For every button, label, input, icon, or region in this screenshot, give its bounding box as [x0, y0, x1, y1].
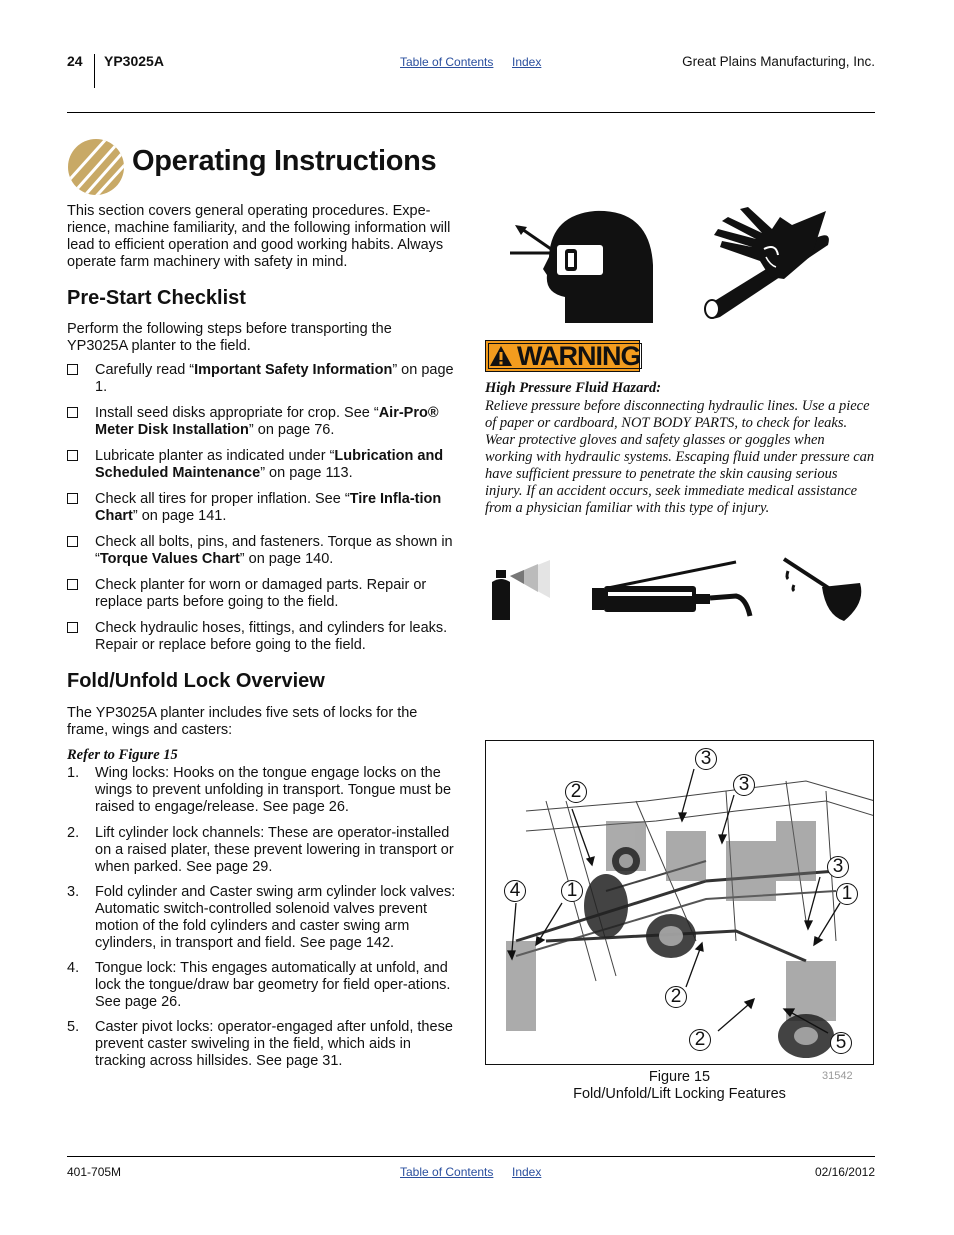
item-text: Tongue lock: This engages automatically at unfold, and lock the tongue/draw bar geometry for field oper-ations. See page 26.: [95, 960, 451, 1010]
item-text: Wing locks: Hooks on the tongue engage locks on the wings to prevent unfolding in transport. Tongue must be raised to engage/release. See page 26.: [95, 765, 452, 815]
fold-lock-item: [67, 960, 459, 1011]
footer-rule: [67, 1156, 875, 1157]
warning-title: High Pressure Fluid Hazard:: [485, 380, 662, 396]
item-number: 2.: [67, 825, 80, 841]
checklist-item: Check all bolts, pins, and fasteners. Torque as shown in “Torque Values Chart” on page 140.: [67, 534, 459, 568]
page-title: Operating Instructions: [132, 145, 437, 177]
figure-reference: Refer to Figure 15: [67, 747, 178, 763]
checkbox-icon: [67, 450, 78, 461]
fold-lead: The YP3025A planter includes five sets of locks for the frame, wings and casters:: [67, 705, 418, 738]
planter-illustration: [486, 741, 874, 1065]
checkbox-icon: [67, 579, 78, 590]
header-toc-link[interactable]: Table of Contents: [400, 55, 494, 69]
callout-4: 4: [504, 880, 526, 902]
item-text: Fold cylinder and Caster swing arm cylinder lock valves: Automatic switch-controlled solenoid valves prevent motion of the fold cylinders and caster swing arm cylinders, in transport and field. See page 142.: [95, 884, 456, 951]
spray-can-icon: [490, 558, 558, 622]
hydraulic-leak-hand-icon: [700, 205, 835, 323]
pre-start-lead: Perform the following steps before transporting the YP3025A planter to the field.: [67, 321, 392, 354]
checklist-item: Lubricate planter as indicated under “Lubrication and Scheduled Maintenance” on page 113.: [67, 448, 459, 482]
model-name: YP3025A: [104, 53, 164, 69]
doc-date: 02/16/2012: [814, 1165, 875, 1179]
callout-2: 2: [665, 986, 687, 1008]
figure-15: [485, 740, 874, 1065]
safety-glasses-head-icon: [505, 205, 655, 323]
checklist-item: Carefully read “Important Safety Information” on page 1.: [67, 362, 459, 396]
doc-number: 401-705M: [67, 1165, 122, 1179]
item-text: Lift cylinder lock channels: These are operator-installed on a raised plater, these prevent lowering in transport or when parked. See page 29.: [95, 825, 454, 875]
item-number: 3.: [67, 884, 80, 900]
page-number: 24: [67, 53, 83, 69]
checklist-item: Check all tires for proper inflation. See “Tire Infla-tion Chart” on page 141.: [67, 491, 459, 525]
item-number: 4.: [67, 960, 80, 976]
figure-caption-number: Figure 15: [648, 1069, 711, 1085]
checkbox-icon: [67, 536, 78, 547]
checkbox-icon: [67, 493, 78, 504]
item-text: Caster pivot locks: operator-engaged after unfold, these prevent caster swiveling in the field, which aids in tracking across hillsides. See page 31.: [95, 1019, 453, 1069]
warning-label: [485, 340, 640, 372]
callout-2: 2: [689, 1029, 711, 1051]
header-divider: [94, 54, 95, 88]
fold-lock-item: [67, 884, 459, 952]
callout-3: 3: [827, 856, 849, 878]
checkbox-icon: [67, 364, 78, 375]
checklist-item: Check hydraulic hoses, fittings, and cylinders for leaks. Repair or replace before going to the field.: [67, 620, 459, 654]
figure-id: 31542: [822, 1070, 853, 1082]
header-rule: [67, 112, 875, 113]
fold-lock-item: [67, 1019, 459, 1070]
callout-1: 1: [836, 883, 858, 905]
fold-heading: Fold/Unfold Lock Overview: [67, 670, 325, 692]
footer-index-link[interactable]: Index: [512, 1165, 542, 1179]
oil-can-icon: [782, 555, 864, 625]
company-name: Great Plains Manufacturing, Inc.: [682, 54, 875, 69]
header-index-link[interactable]: Index: [512, 55, 542, 69]
callout-3: 3: [695, 748, 717, 770]
section-logo-icon: [67, 138, 125, 196]
callout-3: 3: [733, 774, 755, 796]
checkbox-icon: [67, 407, 78, 418]
item-number: 1.: [67, 765, 80, 781]
warning-triangle-icon: [489, 345, 513, 367]
figure-caption-title: Fold/Unfold/Lift Locking Features: [573, 1086, 786, 1102]
fold-lock-item: [67, 765, 459, 816]
item-number: 5.: [67, 1019, 80, 1035]
callout-2: 2: [565, 781, 587, 803]
intro-paragraph: This section covers general operating procedures. Expe-rience, machine familiarity, and the following information will lead to efficient operation and good working habits. Always operate farm machinery with safety in mind.: [67, 203, 451, 270]
warning-word: WARNING: [517, 340, 641, 371]
warning-body: Relieve pressure before disconnecting hydraulic lines. Use a piece of paper or cardboard, NOT BODY PARTS, to check for leaks. Wear protective gloves and safety glasses or goggles when working with hydraulic systems. Escaping fluid under pressure can have sufficient pressure to penetrate the skin causing serious injury. If an accident occurs, seek immediate medical assistance from a physician familiar with this type of injury.: [485, 398, 875, 516]
checkbox-icon: [67, 622, 78, 633]
fold-lock-item: [67, 825, 459, 876]
pre-start-heading: Pre-Start Checklist: [67, 287, 246, 309]
checklist-item: Install seed disks appropriate for crop. See “Air-Pro® Meter Disk Installation” on page 76.: [67, 405, 459, 439]
callout-1: 1: [561, 880, 583, 902]
grease-gun-icon: [588, 560, 756, 622]
callout-5: 5: [830, 1032, 852, 1054]
footer-toc-link[interactable]: Table of Contents: [400, 1165, 494, 1179]
checklist-item: Check planter for worn or damaged parts. Repair or replace parts before going to the field.: [67, 577, 459, 611]
